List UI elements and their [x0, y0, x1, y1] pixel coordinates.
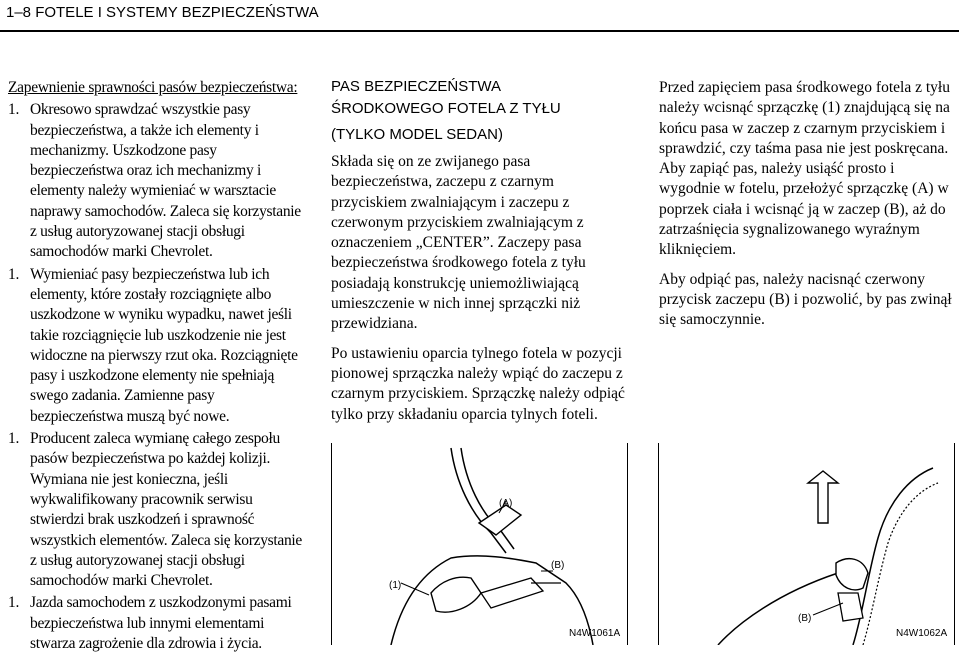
label-1: (1) [389, 580, 402, 591]
figure-code: N4W1061A [569, 628, 621, 639]
column-center-belt [331, 76, 631, 425]
figure-code: N4W1062A [896, 628, 948, 639]
item-number: 1. [8, 594, 20, 612]
figure-buckle-insertion [331, 443, 628, 645]
label-b: (B) [798, 613, 812, 624]
header-title: 1–8 FOTELE I SYSTEMY BEZPIECZEŃSTWA [6, 4, 319, 21]
item-number: 1. [8, 430, 20, 448]
item-number: 1. [8, 265, 20, 283]
paragraph: Aby odpiąć pas, należy nacisnąć czerwony przycisk zaczepu (B) i pozwolić, by pas zwinął się samoczynnie. [659, 270, 952, 329]
maintenance-heading: Zapewnienie sprawności pasów bezpieczeństwa: [8, 79, 298, 96]
item-text: Producent zaleca wymianę całego zespołu pasów bezpieczeństwa po każdej kolizji. Wymiana nie jest konieczna, jeśli wykwalifikowany pracownik serwisu stwierdzi brak uszkodzeń i sprawność wszystkich elementów. Zaleca się korzystanie z usług autoryzowanej stacji obsługi samochodów marki Chevrolet. [30, 430, 303, 590]
column-instructions [659, 78, 957, 331]
paragraph: Przed zapięciem pasa środkowego fotela z tyłu należy wcisnąć sprzączkę (1) znajdującą się na końcu pasa w zaczep z czarnym przyciskiem i sprawdzić, czy taśma pasa nie jest poskręcana. Aby zapiąć pas, należy usiąść prosto i wygodnie w fotelu, przełożyć sprzączkę (A) w poprzek ciała i wcisnąć ją w zaczep (B), aż do zatrzaśnięcia sygnalizowanego wyraźnym kliknięciem. [659, 79, 950, 259]
label-a: (A) [499, 498, 513, 509]
list-item [8, 593, 308, 654]
paragraph: Po ustawieniu oparcia tylnego fotela w pozycji pionowej sprzączka należy wpiąć do zaczepu z czarnym przyciskiem. Sprzączkę należy odpiąć tylko przy składaniu oparcia tylnych foteli. [331, 344, 625, 423]
label-b: (B) [551, 560, 565, 571]
seatbelt-illustration [331, 443, 628, 645]
figure-release-button [658, 443, 955, 645]
list-item [8, 265, 308, 427]
item-text: Wymieniać pasy bezpieczeństwa lub ich elementy, które zostały rozciągnięte albo uszkodzone w wyniku wypadku, nawet jeśli takie rozciągnięcie lub uszkodzenie nie jest widoczne na pierwszy rzut oka. Rozciągnięte pasy i uszkodzone elementy nie spełniają swego zadania. Zamienne pasy bezpieczeństwa muszą być nowe. [30, 265, 298, 425]
item-number: 1. [8, 101, 20, 119]
header-rule [0, 30, 959, 32]
column-maintenance [8, 78, 308, 654]
section-heading-3: (TYLKO MODEL SEDAN) [331, 126, 503, 143]
section-heading-2: ŚRODKOWEGO FOTELA Z TYŁU [331, 100, 561, 117]
item-text: Jazda samochodem z uszkodzonymi pasami bezpieczeństwa lub innymi elementami stwarza zagrożenie dla zdrowia i życia. [30, 594, 292, 653]
item-text: Okresowo sprawdzać wszystkie pasy bezpieczeństwa, a także ich elementy i mechanizmy. Uszkodzone pasy bezpieczeństwa oraz ich mechanizmy i elementy należy wymieniać w warsztacie naprawy samochodów. Zaleca się korzystanie z usług autoryzowanej stacji obsługi samochodów marki Chevrolet. [30, 101, 301, 261]
list-item [8, 429, 308, 591]
section-heading-1: PAS BEZPIECZEŃSTWA [331, 78, 502, 95]
paragraph: Składa się on ze zwijanego pasa bezpieczeństwa, zaczepu z czarnym przyciskiem zwalniającym i zaczepu z czerwonym przyciskiem zwalniającym z oznaczeniem „CENTER”. Zaczepy pasa bezpieczeństwa środkowego fotela z tyłu posiadają konstrukcję uniemożliwiającą umieszczenie w nich innej sprzączki niż przewidziana. [331, 153, 586, 333]
list-item [8, 100, 308, 262]
page-header [0, 0, 959, 40]
